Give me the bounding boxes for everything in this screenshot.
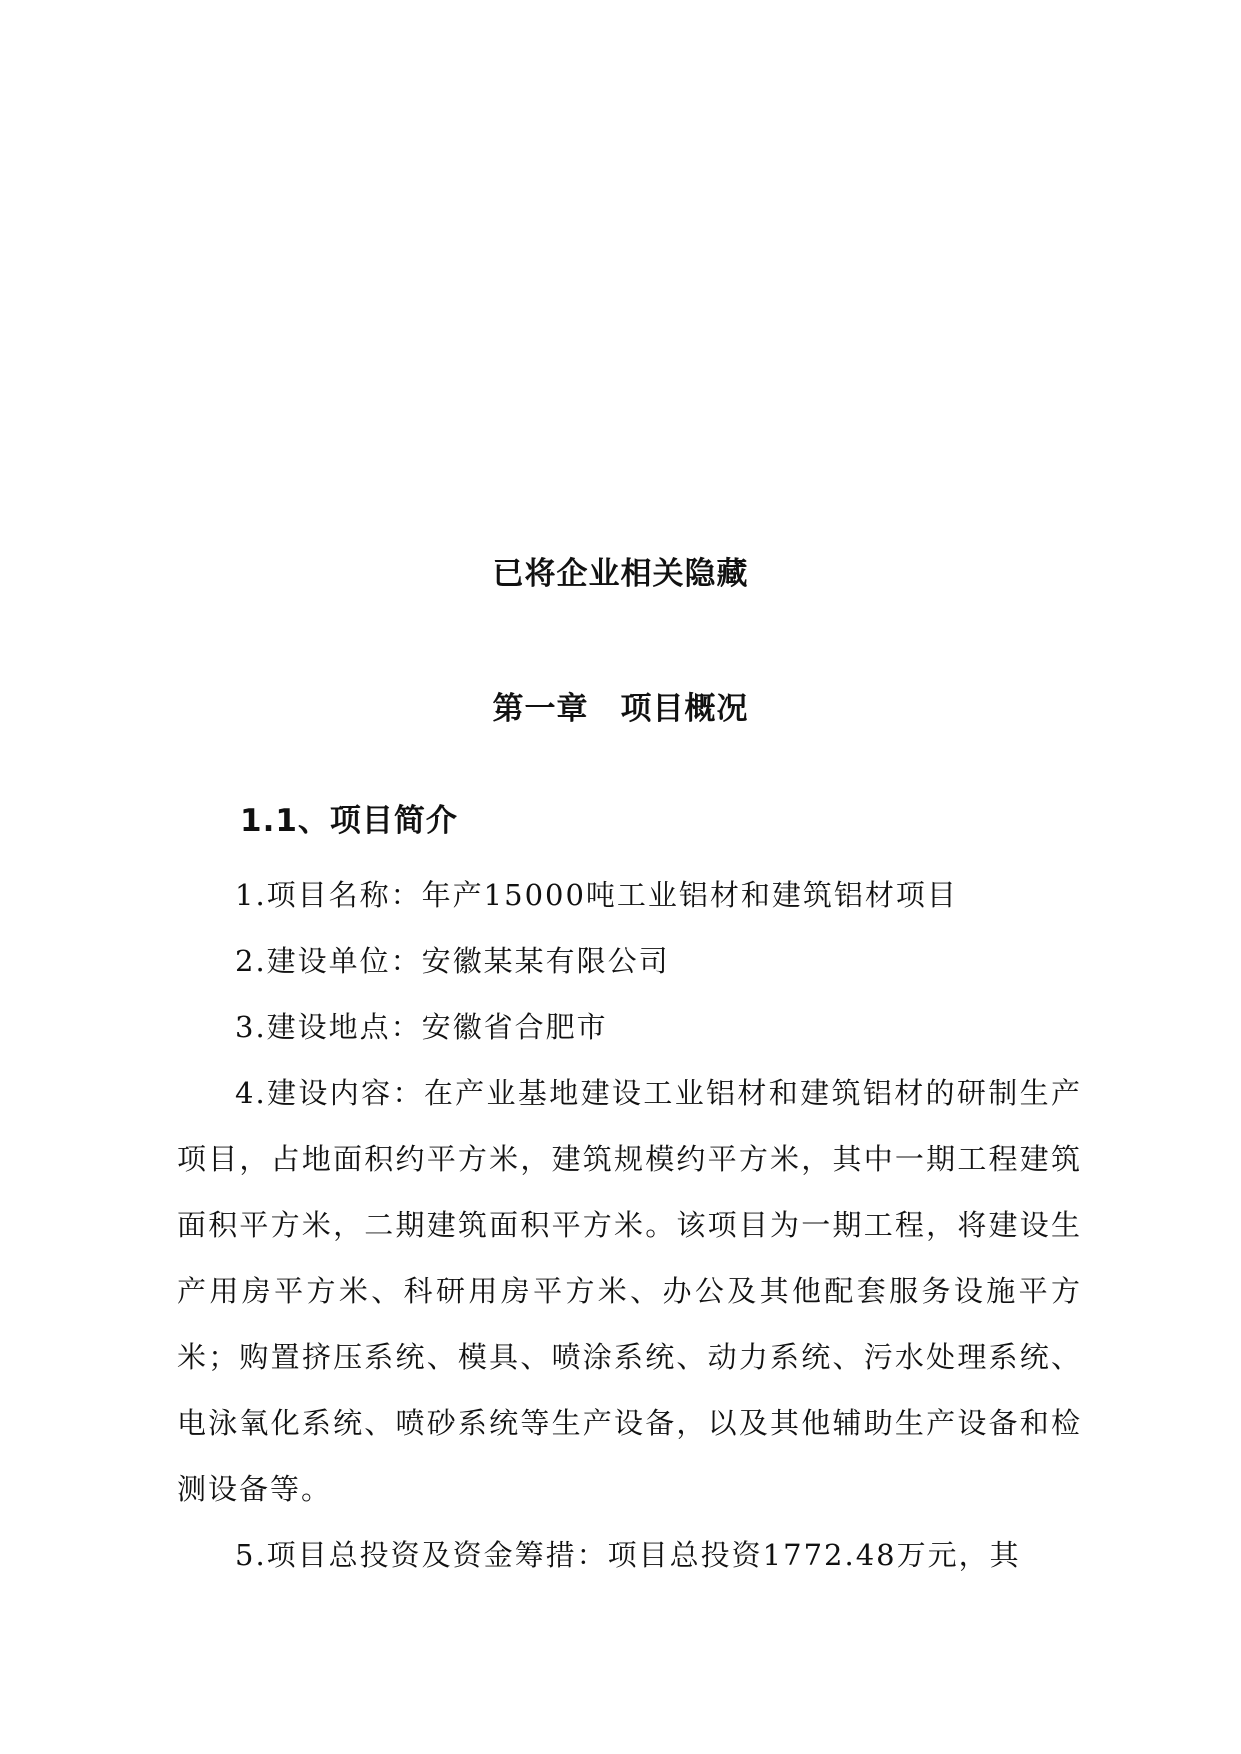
notice-title: 已将企业相关隐藏 (492, 556, 749, 592)
item-investment: 5.项目总投资及资金筹措：项目总投资1772.48万元，其 (235, 1538, 1021, 1572)
item-project-name: 1.项目名称：年产15000吨工业铝材和建筑铝材项目 (235, 878, 958, 912)
item-construction-content: 4.建设内容：在产业基地建设工业铝材和建筑铝材的研制生产项目，占地面积约平方米，建筑规模约平方米，其中一期工程建筑面积平方米，二期建筑面积平方米。该项目为一期工程，将建设生产用房平方米、科研用房平方米、办公及其他配套服务设施平方米；购置挤压系统、模具、喷涂系统、动力系统、污水处理系统、电泳氧化系统、喷砂系统等生产设备，以及其他辅助生产设备和检测设备等。 (177, 1076, 1082, 1506)
item-construction-unit: 2.建设单位：安徽某某有限公司 (235, 944, 670, 978)
section-title: 1.1、项目简介 (240, 803, 458, 839)
chapter-title: 第一章 项目概况 (492, 691, 749, 727)
item-construction-site: 3.建设地点：安徽省合肥市 (235, 1010, 608, 1044)
section-body (177, 862, 1082, 1588)
